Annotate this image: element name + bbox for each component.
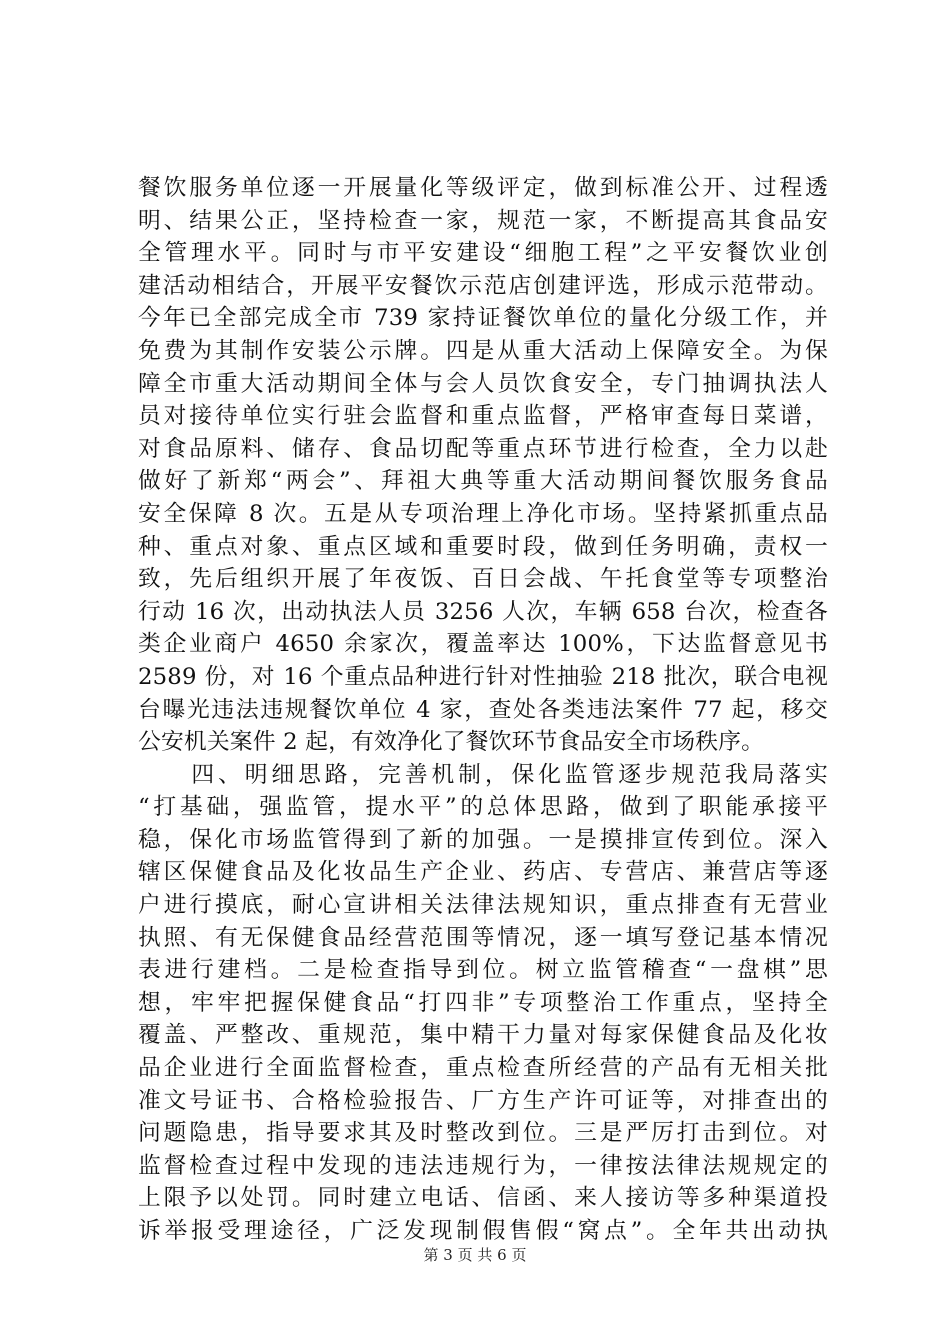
text-line: 准文号证书、合格检验报告、厂方生产许可证等，对排查出的 bbox=[138, 1087, 828, 1114]
text-line: 行动 16 次，出动执法人员 3256 人次，车辆 658 台次，检查各 bbox=[138, 598, 828, 625]
text-line: 免费为其制作安装公示牌。四是从重大活动上保障安全。为保 bbox=[138, 337, 828, 364]
text-line: 表进行建档。二是检查指导到位。树立监管稽查“一盘棋”思 bbox=[138, 957, 828, 984]
text-line: 诉举报受理途径，广泛发现制假售假“窝点”。全年共出动执 bbox=[138, 1218, 828, 1244]
text-line: 全管理水平。同时与市平安建设“细胞工程”之平安餐饮业创 bbox=[138, 240, 828, 267]
text-line: 做好了新郑“两会”、拜祖大典等重大活动期间餐饮服务食品 bbox=[138, 468, 828, 495]
page-number-footer: 第 3 页 共 6 页 bbox=[423, 1246, 527, 1264]
text-line: 员对接待单位实行驻会监督和重点监督，严格审查每日菜谱， bbox=[138, 403, 828, 430]
text-line: 稳，保化市场监管得到了新的加强。一是摸排宣传到位。深入 bbox=[138, 826, 828, 853]
text-line: 障全市重大活动期间全体与会人员饮食安全，专门抽调执法人 bbox=[138, 370, 828, 397]
text-line: 种、重点对象、重点区域和重要时段，做到任务明确，责权一 bbox=[138, 533, 828, 560]
text-line: 对食品原料、储存、食品切配等重点环节进行检查，全力以赴 bbox=[138, 435, 828, 462]
body-text bbox=[138, 172, 828, 1248]
text-line: 类企业商户 4650 余家次，覆盖率达 100%，下达监督意见书 bbox=[138, 631, 828, 658]
text-line: 明、结果公正，坚持检查一家，规范一家，不断提高其食品安 bbox=[138, 207, 828, 234]
text-line: 执照、有无保健食品经营范围等情况，逐一填写登记基本情况 bbox=[138, 924, 828, 951]
text-line: 户进行摸底，耐心宣讲相关法律法规知识，重点排查有无营业 bbox=[138, 892, 828, 919]
text-line: “打基础，强监管，提水平”的总体思路，做到了职能承接平 bbox=[138, 794, 828, 821]
text-line: 上限予以处罚。同时建立电话、信函、来人接访等多种渠道投 bbox=[138, 1185, 828, 1212]
text-line: 台曝光违法违规餐饮单位 4 家，查处各类违法案件 77 起，移交 bbox=[138, 696, 828, 723]
paragraph-start-line: 四、明细思路，完善机制，保化监管逐步规范我局落实 bbox=[138, 761, 828, 788]
text-line: 问题隐患，指导要求其及时整改到位。三是严厉打击到位。对 bbox=[138, 1120, 828, 1147]
text-line: 致，先后组织开展了年夜饭、百日会战、午托食堂等专项整治 bbox=[138, 566, 828, 593]
text-line: 监督检查过程中发现的违法违规行为，一律按法律法规规定的 bbox=[138, 1152, 828, 1179]
text-line: 今年已全部完成全市 739 家持证餐饮单位的量化分级工作，并 bbox=[138, 305, 828, 332]
text-line: 辖区保健食品及化妆品生产企业、药店、专营店、兼营店等逐 bbox=[138, 859, 828, 886]
text-line: 建活动相结合，开展平安餐饮示范店创建评选，形成示范带动。 bbox=[138, 272, 828, 299]
text-line: 公安机关案件 2 起，有效净化了餐饮环节食品安全市场秩序。 bbox=[138, 729, 765, 756]
text-line: 2589 份，对 16 个重点品种进行针对性抽验 218 批次，联合电视 bbox=[138, 663, 828, 690]
text-line: 安全保障 8 次。五是从专项治理上净化市场。坚持紧抓重点品 bbox=[138, 500, 828, 527]
text-line: 餐饮服务单位逐一开展量化等级评定，做到标准公开、过程透 bbox=[138, 175, 828, 201]
text-line: 品企业进行全面监督检查，重点检查所经营的产品有无相关批 bbox=[138, 1055, 828, 1082]
text-line: 想，牢牢把握保健食品“打四非”专项整治工作重点，坚持全 bbox=[138, 989, 828, 1016]
text-line: 覆盖、严整改、重规范，集中精干力量对每家保健食品及化妆 bbox=[138, 1022, 828, 1049]
